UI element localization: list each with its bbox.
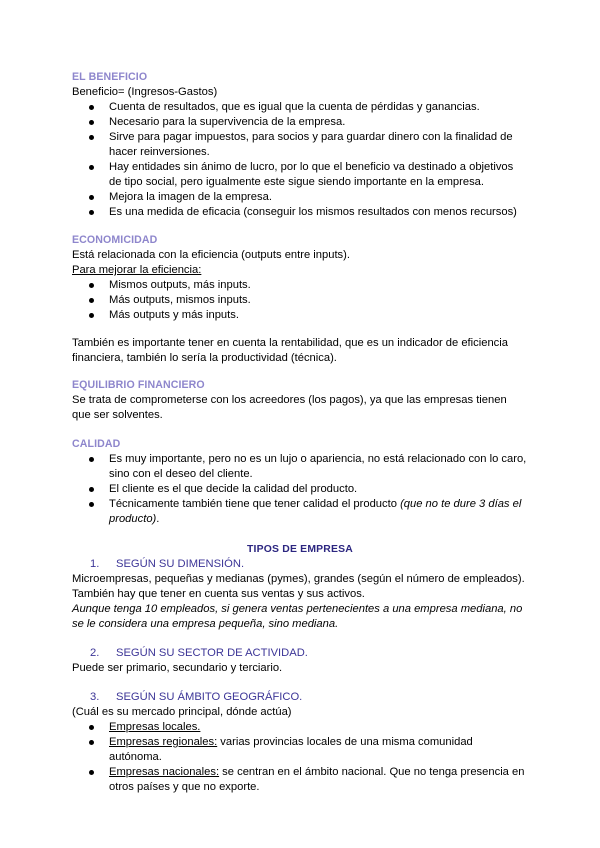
list-item: Más outputs y más inputs. [72,308,528,323]
list-item: Más outputs, mismos inputs. [72,293,528,308]
list-item [72,735,528,765]
list-item: Hay entidades sin ánimo de lucro, por lo que el beneficio va destinado a objetivos de tipo social, pero igualmente este sigue siendo importante en la empresa. [72,160,528,190]
economicidad-note: También es importante tener en cuenta la rentabilidad, que es un indicador de eficiencia financiera, también lo sería la productividad (técnica). [72,337,508,364]
ambito-item-label: Empresas nacionales: [109,766,220,778]
equilibrio-heading: EQUILIBRIO FINANCIERO [72,379,205,391]
ambito-item-text: se centran en el ámbito nacional. Que no tenga presencia en otros países y que no exporte. [109,766,525,793]
dimension-heading-text: SEGÚN SU DIMENSIÓN. [116,558,245,570]
equilibrio-text: Se trata de comprometerse con los acreedores (los pagos), ya que las empresas tienen que ser solventes. [72,394,507,421]
list-item: Cuenta de resultados, que es igual que la cuenta de pérdidas y ganancias. [72,100,528,115]
ambito-item-label: Empresas locales. [109,721,201,733]
calidad-heading: CALIDAD [72,438,121,450]
dimension-heading [72,557,528,572]
sector-number: 2. [90,647,100,659]
calidad-last-italic: (que no te dure 3 días el producto) [109,498,522,525]
economicidad-section [72,233,528,366]
tipos-title: TIPOS DE EMPRESA [247,544,353,555]
list-item: Sirve para pagar impuestos, para socios y para guardar dinero con la finalidad de hacer reinversiones. [72,130,528,160]
list-item [72,497,528,527]
list-item: Mejora la imagen de la empresa. [72,190,528,205]
list-item: Es una medida de eficacia (conseguir los mismos resultados con menos recursos) [72,205,528,220]
ambito-heading-text: SEGÚN SU ÁMBITO GEOGRÁFICO. [116,691,303,703]
equilibrio-section [72,378,528,423]
tipos-section [72,542,528,795]
dimension-italic: Aunque tenga 10 empleados, si genera ventas pertenecientes a una empresa mediana, no se le considera una empresa pequeña, sino mediana. [72,603,523,630]
calidad-list [72,452,528,527]
economicidad-heading: ECONOMICIDAD [72,234,158,246]
dimension-line2: También hay que tener en cuenta sus ventas y sus activos. [72,588,365,600]
ambito-intro: (Cuál es su mercado principal, dónde actúa) [72,706,292,718]
sector-text: Puede ser primario, secundario y terciario. [72,662,283,674]
list-item: Mismos outputs, más inputs. [72,278,528,293]
beneficio-section [72,70,528,220]
calidad-last-end: . [156,513,160,525]
dimension-line1: Microempresas, pequeñas y medianas (pymes), grandes (según el número de empleados). [72,573,525,585]
ambito-number: 3. [90,691,100,703]
beneficio-heading: EL BENEFICIO [72,71,148,83]
list-item: Necesario para la supervivencia de la empresa. [72,115,528,130]
list-item: Es muy importante, pero no es un lujo o apariencia, no está relacionado con lo caro, sino con el deseo del cliente. [72,452,528,482]
list-item [72,765,528,795]
beneficio-formula: Beneficio= (Ingresos-Gastos) [72,86,218,98]
ambito-item-text: varias provincias locales de una misma comunidad autónoma. [109,736,473,763]
sector-heading-text: SEGÚN SU SECTOR DE ACTIVIDAD. [116,647,308,659]
economicidad-subheading: Para mejorar la eficiencia: [72,264,202,276]
beneficio-list [72,100,528,220]
ambito-list [72,720,528,795]
economicidad-intro: Está relacionada con la eficiencia (outputs entre inputs). [72,249,350,261]
calidad-section [72,437,528,527]
list-item [72,720,528,735]
ambito-heading [72,690,528,705]
calidad-last-text: Técnicamente también tiene que tener calidad el producto [109,498,401,510]
list-item: El cliente es el que decide la calidad del producto. [72,482,528,497]
dimension-number: 1. [90,558,100,570]
economicidad-list [72,278,528,323]
ambito-item-label: Empresas regionales: [109,736,218,748]
sector-heading [72,646,528,661]
